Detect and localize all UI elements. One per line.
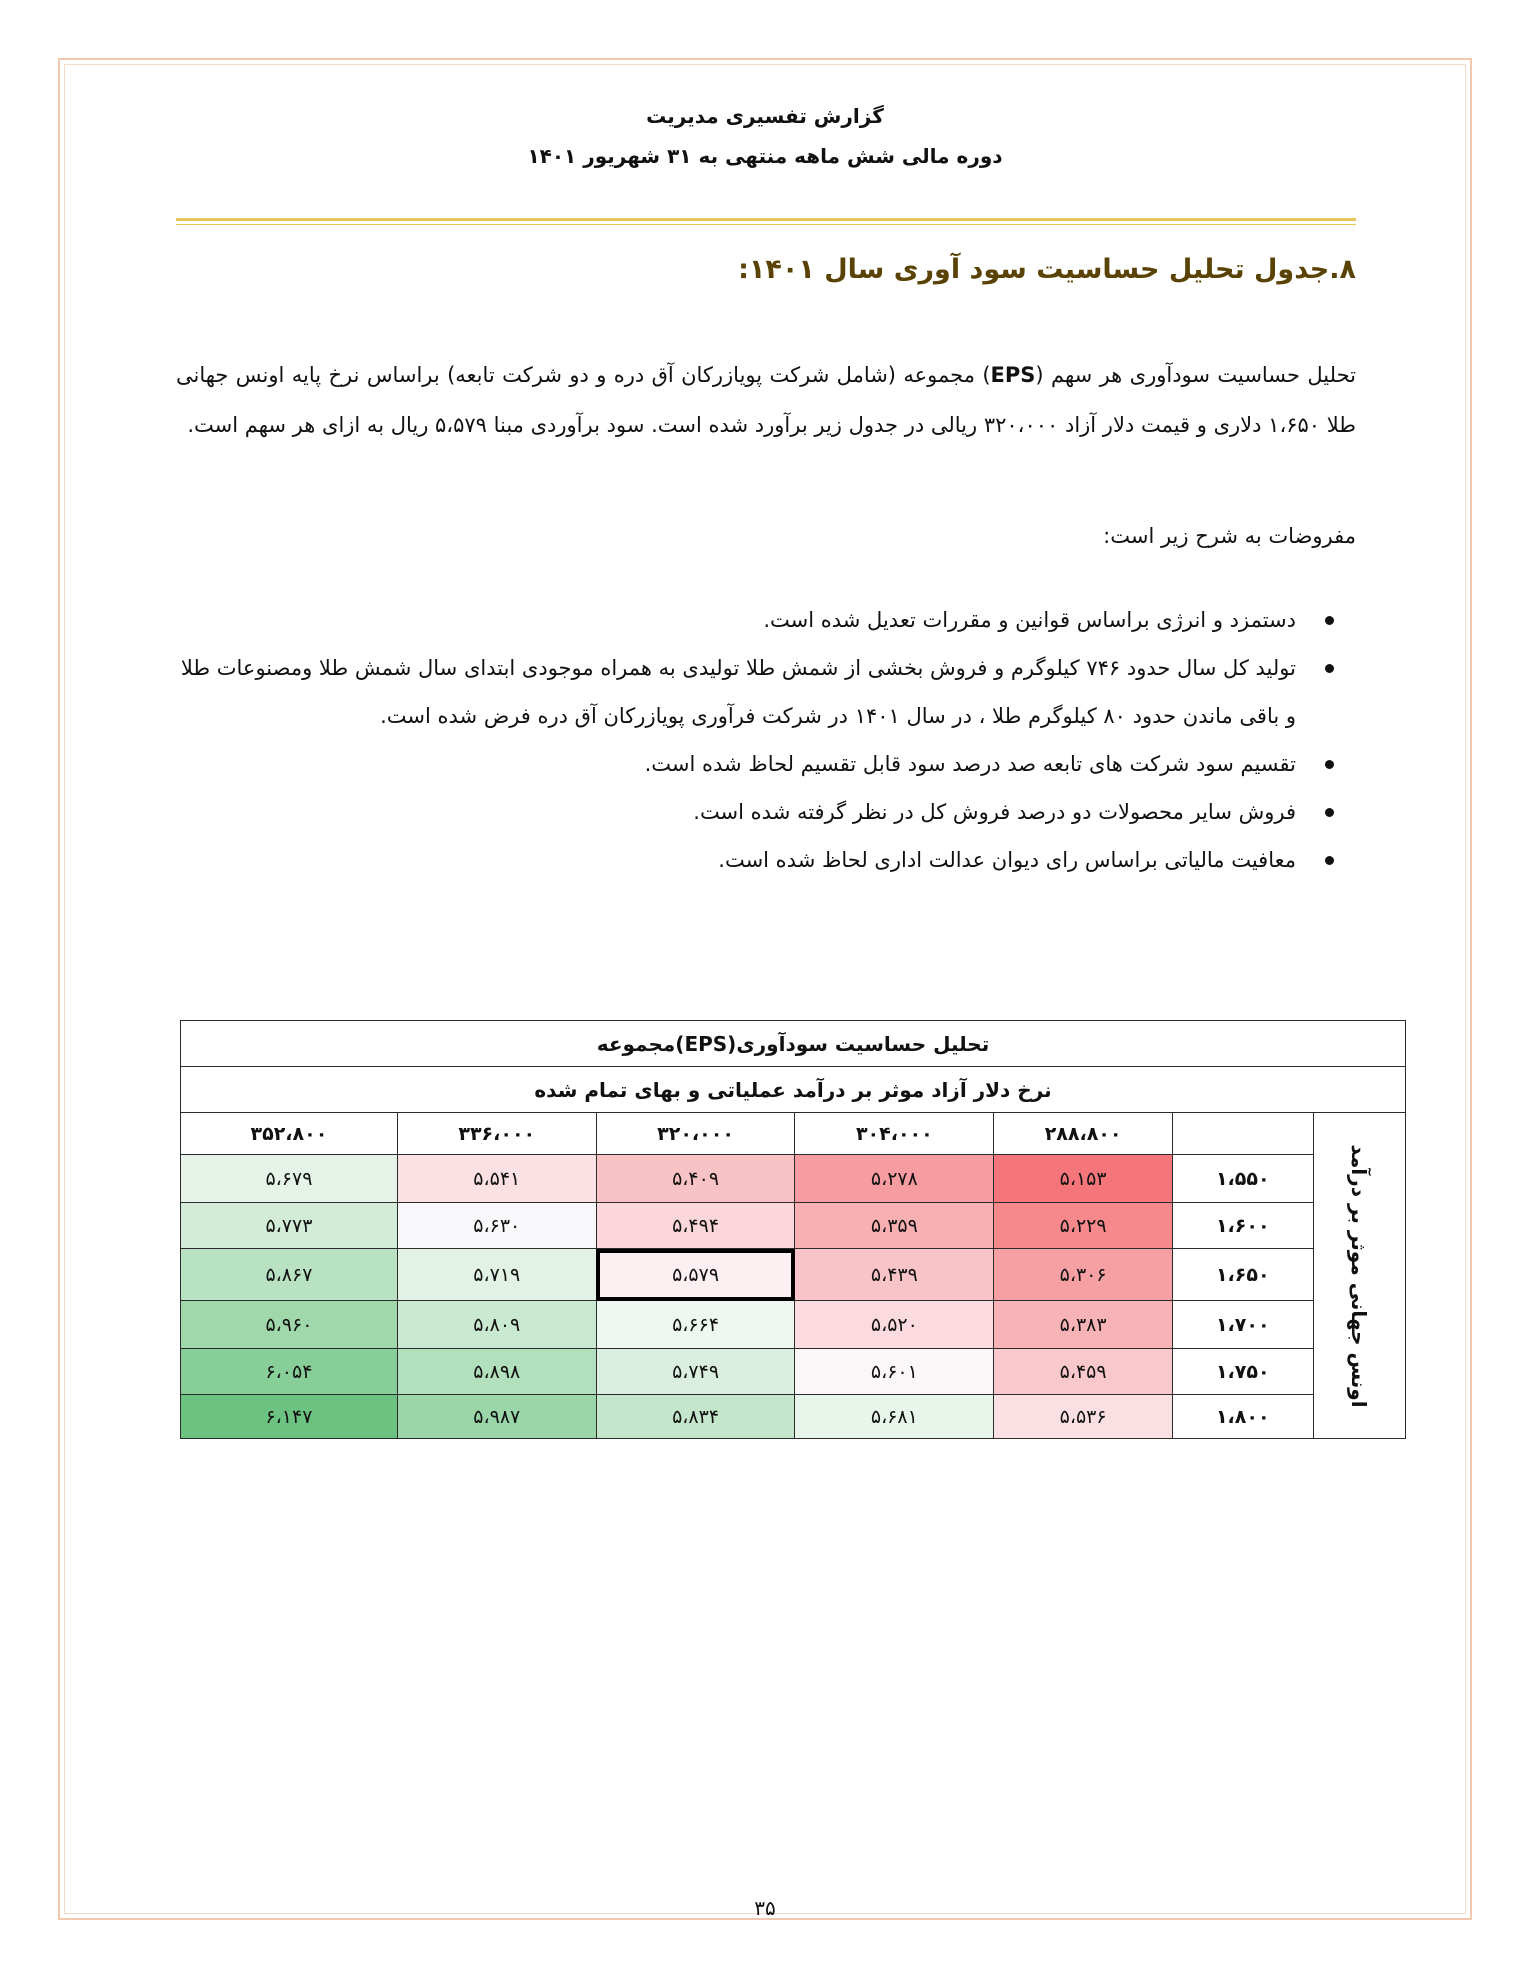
value-cell: ۵،۸۹۸ xyxy=(397,1349,596,1395)
table-subtitle: نرخ دلار آزاد موثر بر درآمد عملیاتی و بهای تمام شده xyxy=(181,1067,1406,1113)
value-cell: ۵،۹۸۷ xyxy=(397,1395,596,1439)
value-cell: ۵،۸۶۷ xyxy=(181,1249,398,1301)
value-cell: ۵،۴۳۹ xyxy=(795,1249,994,1301)
list-item-text: تقسیم سود شرکت های تابعه صد درصد سود قابل تقسیم لحاظ شده است. xyxy=(644,752,1296,776)
table-title-end: )مجموعه xyxy=(596,1031,685,1056)
value-cell: ۵،۷۷۳ xyxy=(181,1203,398,1249)
value-cell: ۵،۵۳۶ xyxy=(994,1395,1173,1439)
header-rule xyxy=(176,218,1356,221)
list-item xyxy=(176,740,1356,788)
value-cell: ۵،۶۷۹ xyxy=(181,1155,398,1203)
row-header: ۱،۶۰۰ xyxy=(1172,1203,1313,1249)
corner-cell xyxy=(1172,1113,1313,1155)
value-cell: ۵،۶۰۱ xyxy=(795,1349,994,1395)
value-cell: ۵،۳۰۶ xyxy=(994,1249,1173,1301)
value-cell: ۵،۸۳۴ xyxy=(596,1395,795,1439)
value-cell: ۵،۳۸۳ xyxy=(994,1301,1173,1349)
value-cell: ۵،۶۳۰ xyxy=(397,1203,596,1249)
table-row xyxy=(181,1395,1406,1439)
list-item-text: معافیت مالیاتی براساس رای دیوان عدالت اداری لحاظ شده است. xyxy=(718,848,1296,872)
value-cell: ۵،۵۴۱ xyxy=(397,1155,596,1203)
base-value-cell: ۵،۵۷۹ xyxy=(596,1249,795,1301)
table-row xyxy=(181,1249,1406,1301)
row-header: ۱،۷۵۰ xyxy=(1172,1349,1313,1395)
row-axis-label: اونس جهانی موثر بر درآمد xyxy=(1347,1143,1372,1408)
value-cell: ۵،۲۷۸ xyxy=(795,1155,994,1203)
row-header: ۱،۵۵۰ xyxy=(1172,1155,1313,1203)
value-cell: ۵،۹۶۰ xyxy=(181,1301,398,1349)
value-cell: ۵،۳۵۹ xyxy=(795,1203,994,1249)
page-number: ۳۵ xyxy=(754,1896,776,1920)
table-title xyxy=(181,1021,1406,1067)
table-row xyxy=(181,1155,1406,1203)
value-cell: ۵،۴۰۹ xyxy=(596,1155,795,1203)
list-item xyxy=(176,644,1356,740)
value-cell: ۵،۲۲۹ xyxy=(994,1203,1173,1249)
table-title-start: تحلیل حساسیت سودآوری( xyxy=(727,1031,990,1056)
row-header: ۱،۶۵۰ xyxy=(1172,1249,1313,1301)
list-item-text: تولید کل سال حدود ۷۴۶ کیلوگرم و فروش بخشی از شمش طلا تولیدی به همراه موجودی ابتدای سال شمش طلا ومصنوعات طلا و باقی ماندن حدود ۸۰ کیلوگرم طلا ، در سال ۱۴۰۱ در شرکت فرآوری پویازرکان آق دره فرض شده است. xyxy=(180,656,1296,728)
row-header: ۱،۸۰۰ xyxy=(1172,1395,1313,1439)
header-rule-thin xyxy=(176,224,1356,225)
intro-text-start: تحلیل حساسیت سودآوری هر سهم ( xyxy=(1035,363,1356,387)
value-cell: ۵،۴۹۴ xyxy=(596,1203,795,1249)
intro-text-rest: ) مجموعه (شامل شرکت پویازرکان آق دره و دو شرکت تابعه) براساس نرخ پایه اونس جهانی طلا ۱،۶۵۰ دلاری و قیمت دلار آزاد ۳۲۰،۰۰۰ ریالی در جدول زیر برآورد شده است. سود برآوردی مبنا ۵،۵۷۹ ریال به ازای هر سهم است. xyxy=(176,363,1356,437)
list-item xyxy=(176,836,1356,884)
bullet-icon xyxy=(1325,760,1334,769)
column-header: ۲۸۸،۸۰۰ xyxy=(994,1113,1173,1155)
list-item-text: فروش سایر محصولات دو درصد فروش کل در نظر گرفته شده است. xyxy=(693,800,1296,824)
page-border-inner xyxy=(64,64,1466,1914)
column-header: ۳۰۴،۰۰۰ xyxy=(795,1113,994,1155)
row-header: ۱،۷۰۰ xyxy=(1172,1301,1313,1349)
intro-paragraph xyxy=(176,350,1356,450)
list-item xyxy=(176,596,1356,644)
value-cell: ۵،۵۲۰ xyxy=(795,1301,994,1349)
value-cell: ۶،۰۵۴ xyxy=(181,1349,398,1395)
report-title: گزارش تفسیری مدیریت xyxy=(646,104,884,128)
table-row xyxy=(181,1301,1406,1349)
value-cell: ۵،۸۰۹ xyxy=(397,1301,596,1349)
value-cell: ۵،۷۱۹ xyxy=(397,1249,596,1301)
bullet-icon xyxy=(1325,856,1334,865)
report-period: دوره مالی شش ماهه منتهی به ۳۱ شهریور ۱۴۰۱ xyxy=(527,144,1003,168)
list-item-text: دستمزد و انرژی براساس قوانین و مقررات تعدیل شده است. xyxy=(763,608,1296,632)
value-cell: ۵،۷۴۹ xyxy=(596,1349,795,1395)
table-title-eps: EPS xyxy=(684,1031,728,1056)
column-header: ۳۳۶،۰۰۰ xyxy=(397,1113,596,1155)
table-row xyxy=(181,1203,1406,1249)
value-cell: ۵،۱۵۳ xyxy=(994,1155,1173,1203)
value-cell: ۵،۶۸۱ xyxy=(795,1395,994,1439)
assumptions-label: مفروضات به شرح زیر است: xyxy=(1103,524,1356,548)
value-cell: ۵،۶۶۴ xyxy=(596,1301,795,1349)
assumptions-list xyxy=(176,596,1356,884)
row-axis-cell xyxy=(1313,1113,1405,1439)
column-header: ۳۲۰،۰۰۰ xyxy=(596,1113,795,1155)
table-row xyxy=(181,1349,1406,1395)
value-cell: ۶،۱۴۷ xyxy=(181,1395,398,1439)
bullet-icon xyxy=(1325,808,1334,817)
intro-eps-term: EPS xyxy=(990,363,1036,387)
column-header: ۳۵۲،۸۰۰ xyxy=(181,1113,398,1155)
section-title: ۸.جدول تحلیل حساسیت سود آوری سال ۱۴۰۱: xyxy=(738,254,1356,285)
value-cell: ۵،۴۵۹ xyxy=(994,1349,1173,1395)
bullet-icon xyxy=(1325,616,1334,625)
sensitivity-table xyxy=(180,1020,1406,1439)
list-item xyxy=(176,788,1356,836)
bullet-icon xyxy=(1325,664,1334,673)
